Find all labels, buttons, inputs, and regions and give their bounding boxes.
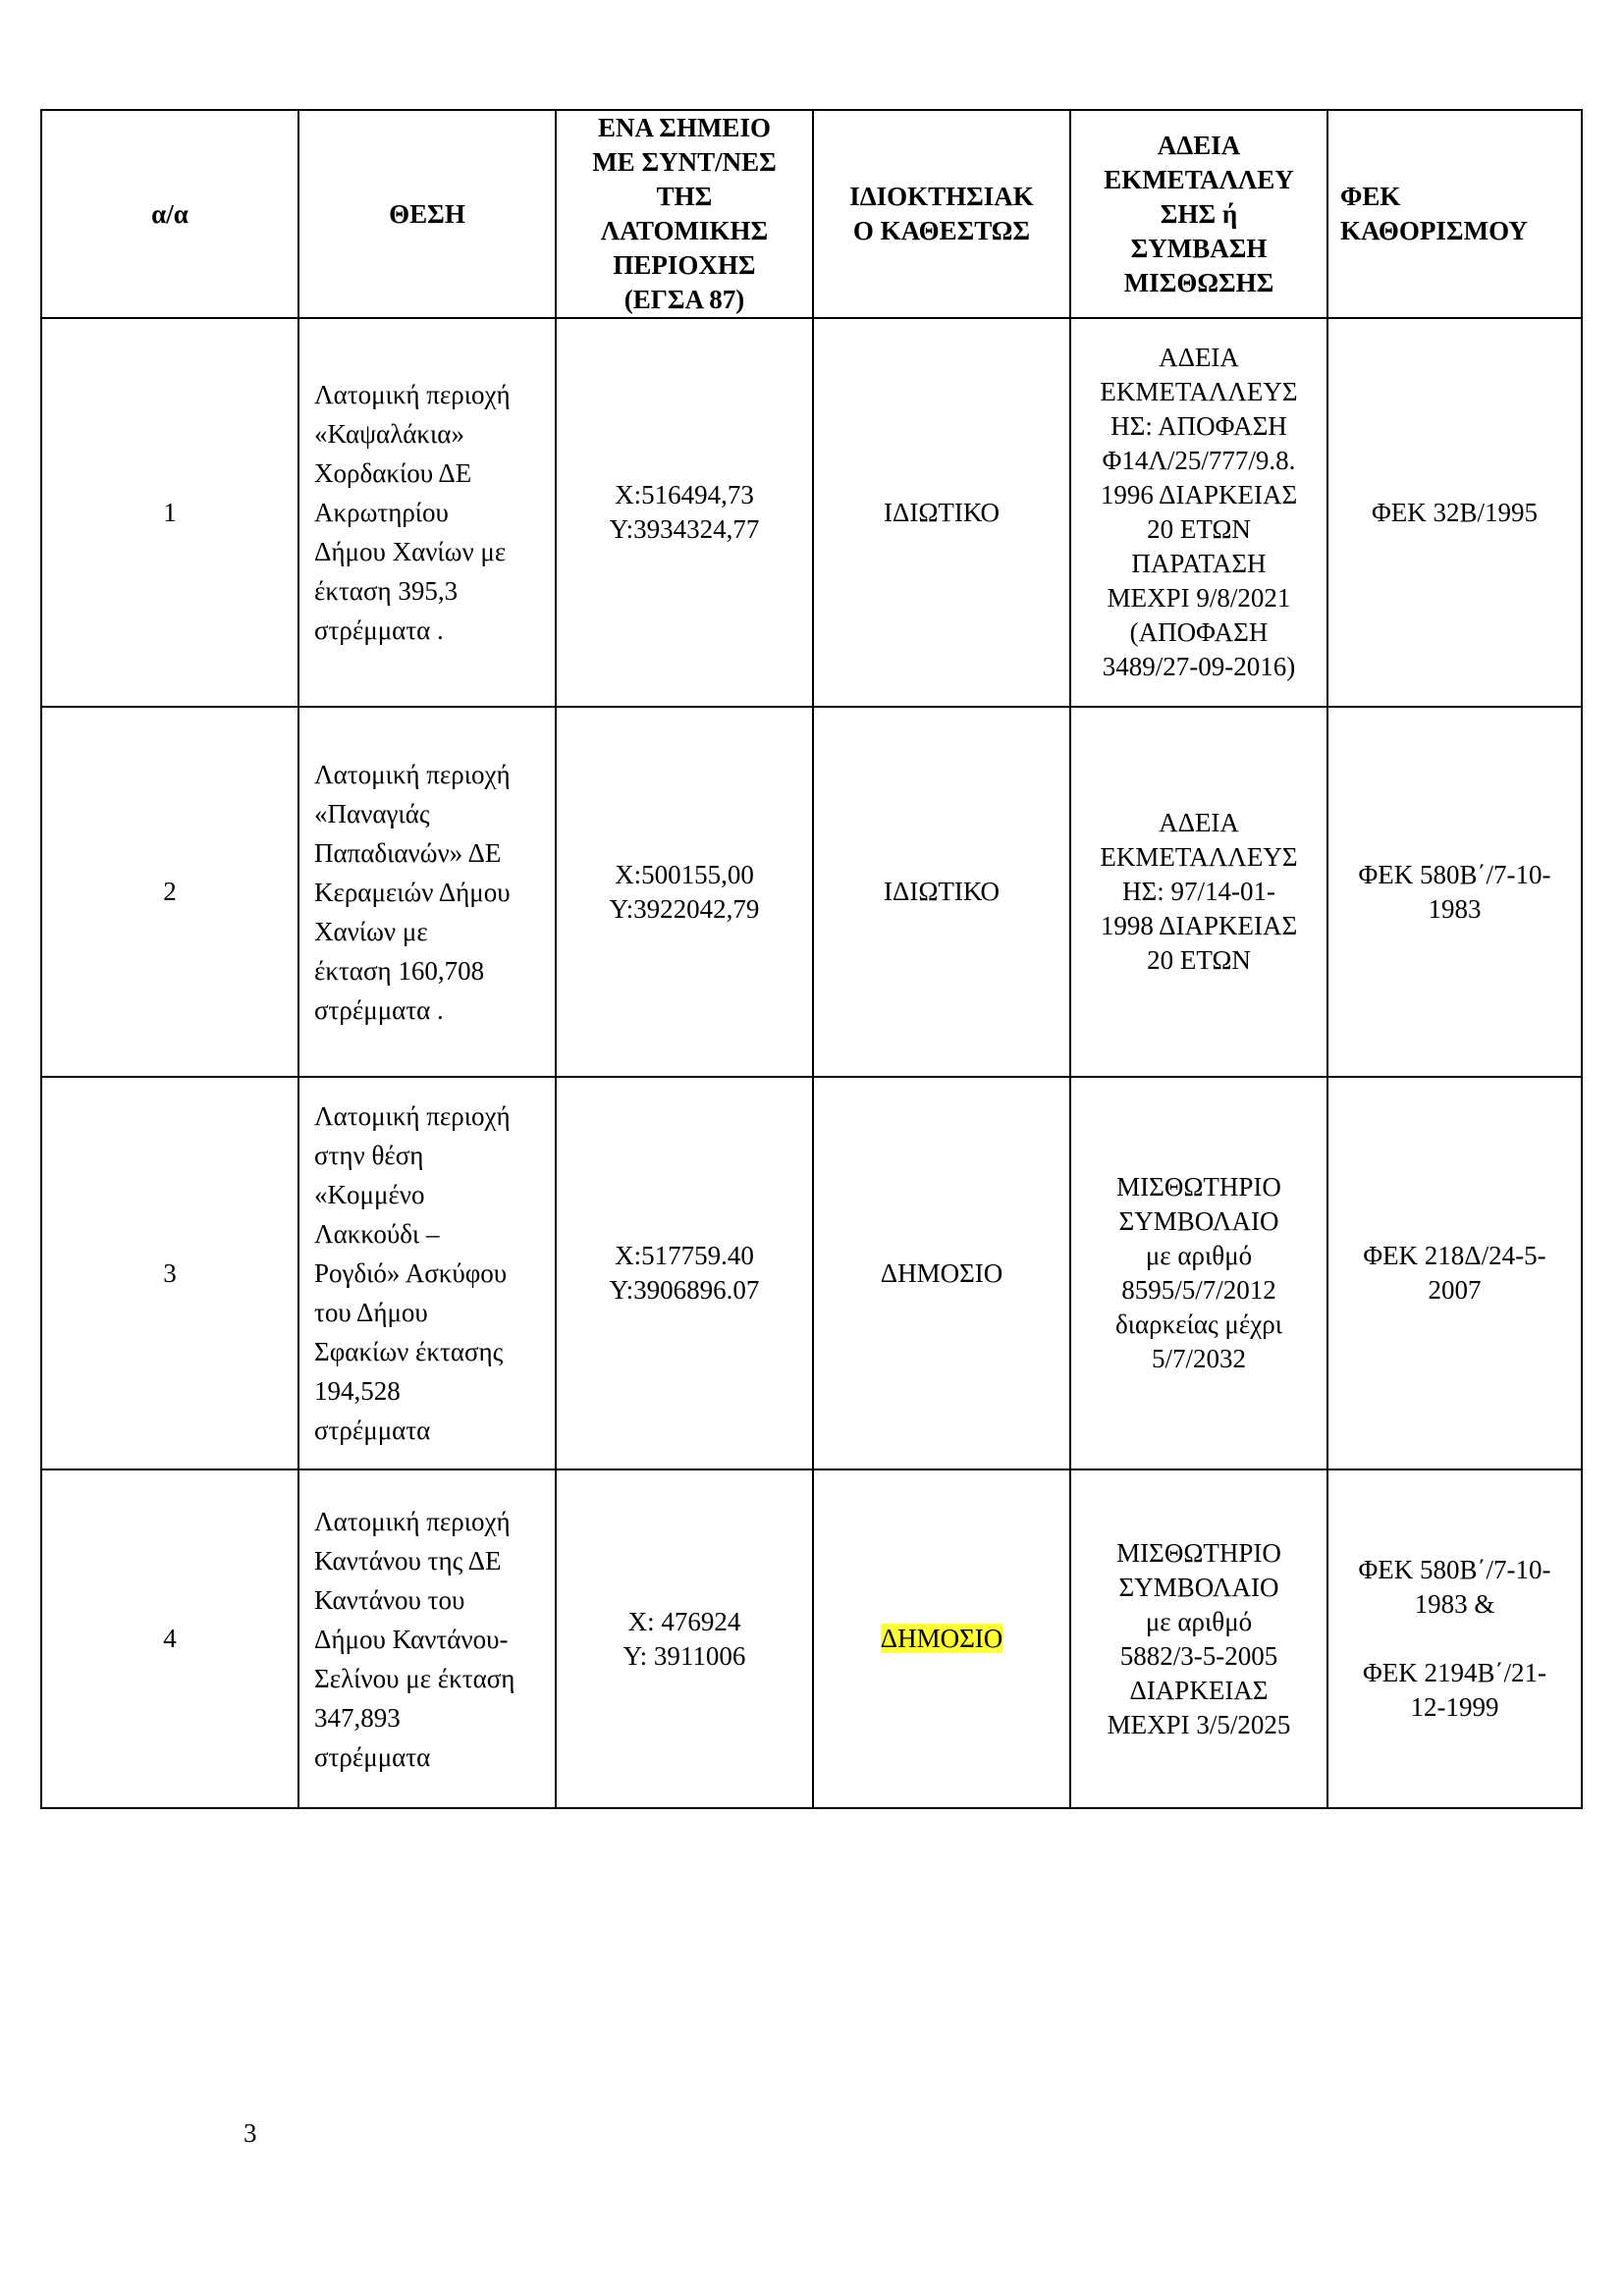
ownership-value: ΙΔΙΩΤΙΚΟ xyxy=(883,877,1001,906)
license-line: ΜΙΣΘΩΤΗΡΙΟ xyxy=(1116,1172,1281,1201)
cell-fek xyxy=(1327,318,1582,707)
license-line: 20 ΕΤΩΝ xyxy=(1147,945,1251,975)
location-line: «Παναγιάς xyxy=(314,798,430,828)
fek-line: ΦΕΚ 32Β/1995 xyxy=(1372,497,1538,527)
coordinate-y: Y:3922042,79 xyxy=(609,893,760,924)
location-line: στρέμματα xyxy=(314,1741,431,1772)
license-line: Φ14Λ/25/777/9.8. xyxy=(1102,446,1296,475)
license-line: ΜΕΧΡΙ 9/8/2021 xyxy=(1107,583,1291,613)
cell-ownership xyxy=(813,318,1070,707)
location-line: στρέμματα . xyxy=(314,615,444,645)
cell-serial-number: 1 xyxy=(41,318,298,707)
location-line: στρέμματα . xyxy=(314,994,444,1025)
location-line: έκταση 160,708 xyxy=(314,955,485,986)
cell-license xyxy=(1070,1077,1327,1469)
cell-fek xyxy=(1327,707,1582,1077)
table-row xyxy=(41,318,1582,707)
header-coordinates-line: ΛΑΤΟΜΙΚΗΣ xyxy=(600,216,769,245)
license-line: ΣΥΜΒΟΛΑΙΟ xyxy=(1118,1572,1279,1602)
fek-line: 1983 & xyxy=(1414,1589,1495,1619)
license-line: ΗΣ: 97/14-01- xyxy=(1122,877,1275,906)
header-coordinates-line: ΤΗΣ xyxy=(656,182,713,211)
location-line: Ακρωτηρίου xyxy=(314,498,449,527)
license-line: ΜΙΣΘΩΤΗΡΙΟ xyxy=(1116,1537,1281,1568)
table-row xyxy=(41,1077,1582,1469)
header-license-line: ΣΥΜΒΑΣΗ xyxy=(1130,233,1268,263)
location-line: έκταση 395,3 xyxy=(314,576,459,606)
location-line: «Κομμένο xyxy=(314,1180,425,1209)
location-line: Χορδακίου ΔΕ xyxy=(314,458,472,488)
header-coordinates-line: ΜΕ ΣΥΝΤ/ΝΕΣ xyxy=(592,147,777,177)
cell-coordinates xyxy=(556,707,813,1077)
location-line: Κεραμειών Δήμου xyxy=(314,877,511,907)
license-line: 1996 ΔΙΑΡΚΕΙΑΣ xyxy=(1100,480,1298,509)
location-line: Δήμου Χανίων με xyxy=(314,537,507,566)
cell-coordinates xyxy=(556,318,813,707)
cell-coordinates xyxy=(556,1469,813,1808)
fek-line: ΦΕΚ 218Δ/24-5- xyxy=(1363,1241,1546,1270)
header-coordinates-line: ΕΝΑ ΣΗΜΕΙΟ xyxy=(598,113,771,142)
fek-spacer xyxy=(1340,1622,1569,1656)
header-license-line: ΕΚΜΕΤΑΛΛΕΥ xyxy=(1104,164,1294,194)
header-license xyxy=(1070,110,1327,318)
location-line: στρέμματα xyxy=(314,1415,431,1445)
location-line: 194,528 xyxy=(314,1376,401,1406)
license-line: ΕΚΜΕΤΑΛΛΕΥΣ xyxy=(1100,842,1298,872)
cell-fek xyxy=(1327,1077,1582,1469)
location-line: Ρογδιό» Ασκύφου xyxy=(314,1258,508,1288)
cell-serial-number: 4 xyxy=(41,1469,298,1808)
coordinate-x: X:517759.40 xyxy=(615,1241,754,1270)
table-row xyxy=(41,707,1582,1077)
cell-location xyxy=(298,1077,556,1469)
header-fek xyxy=(1327,110,1582,318)
quarry-areas-table xyxy=(40,109,1583,1809)
location-line: Χανίων με xyxy=(314,916,428,946)
fek-line: ΦΕΚ 580Β΄/7-10- xyxy=(1358,1555,1551,1584)
location-line: Σελίνου με έκταση xyxy=(314,1663,515,1693)
license-line: με αριθμό xyxy=(1145,1241,1253,1270)
license-line: 5/7/2032 xyxy=(1151,1344,1246,1373)
license-line: ΣΥΜΒΟΛΑΙΟ xyxy=(1118,1206,1279,1236)
location-line: Καντάνου της ΔΕ xyxy=(314,1545,502,1575)
license-line: 20 ΕΤΩΝ xyxy=(1147,514,1251,544)
location-line: του Δήμου xyxy=(314,1298,428,1327)
location-line: «Καψαλάκια» xyxy=(314,419,464,449)
location-line: Λακκούδι – xyxy=(314,1219,440,1249)
location-line: Λατομική περιοχή xyxy=(314,380,511,409)
fek-line: 2007 xyxy=(1428,1275,1482,1305)
cell-location xyxy=(298,1469,556,1808)
location-line: Λατομική περιοχή xyxy=(314,1101,511,1131)
license-line: 3489/27-09-2016) xyxy=(1102,652,1296,681)
header-serial-number: α/α xyxy=(41,110,298,318)
location-line: Παπαδιανών» ΔΕ xyxy=(314,837,502,868)
cell-license xyxy=(1070,707,1327,1077)
cell-serial-number: 2 xyxy=(41,707,298,1077)
header-license-line: ΜΙΣΘΩΣΗΣ xyxy=(1123,267,1274,297)
license-line: διαρκείας μέχρι xyxy=(1115,1309,1282,1339)
fek-line: 12-1999 xyxy=(1410,1692,1499,1722)
license-line: 8595/5/7/2012 xyxy=(1121,1275,1276,1305)
location-line: στην θέση xyxy=(314,1141,424,1170)
coordinate-x: X:516494,73 xyxy=(615,480,754,509)
coordinate-y: Y: 3911006 xyxy=(623,1640,746,1671)
location-line: Λατομική περιοχή xyxy=(314,759,511,789)
license-line: (ΑΠΟΦΑΣΗ xyxy=(1129,617,1269,647)
header-coordinates xyxy=(556,110,813,318)
header-location: ΘΕΣΗ xyxy=(298,110,556,318)
coordinate-y: Y:3934324,77 xyxy=(609,514,760,544)
cell-location xyxy=(298,318,556,707)
license-line: ΜΕΧΡΙ 3/5/2025 xyxy=(1107,1709,1291,1739)
cell-ownership xyxy=(813,1077,1070,1469)
table-row xyxy=(41,1469,1582,1808)
license-line: ΔΙΑΡΚΕΙΑΣ xyxy=(1129,1675,1269,1705)
ownership-value: ΙΔΙΩΤΙΚΟ xyxy=(883,497,1001,527)
cell-license xyxy=(1070,1469,1327,1808)
table-header-row xyxy=(41,110,1582,318)
license-line: ΠΑΡΑΤΑΣΗ xyxy=(1131,549,1267,578)
license-line: ΗΣ: ΑΠΟΦΑΣΗ xyxy=(1110,411,1287,441)
cell-coordinates xyxy=(556,1077,813,1469)
header-coordinates-line: (ΕΓΣΑ 87) xyxy=(623,285,745,314)
license-line: ΑΔΕΙΑ xyxy=(1159,343,1239,372)
cell-fek xyxy=(1327,1469,1582,1808)
coordinate-x: X:500155,00 xyxy=(615,859,754,889)
license-line: ΕΚΜΕΤΑΛΛΕΥΣ xyxy=(1100,377,1298,406)
license-line: 5882/3-5-2005 xyxy=(1119,1640,1278,1671)
cell-ownership xyxy=(813,1469,1070,1808)
coordinate-y: Y:3906896.07 xyxy=(609,1275,760,1305)
ownership-value-highlighted: ΔΗΜΟΣΙΟ xyxy=(880,1624,1003,1653)
location-line: Σφακίων έκτασης xyxy=(314,1337,504,1366)
header-ownership xyxy=(813,110,1070,318)
header-ownership-line: Ο ΚΑΘΕΣΤΩΣ xyxy=(852,216,1031,245)
fek-line: ΦΕΚ 580Β΄/7-10- xyxy=(1358,859,1551,889)
fek-line: 1983 xyxy=(1428,893,1482,924)
license-line: με αριθμό xyxy=(1145,1606,1253,1636)
location-line: 347,893 xyxy=(314,1702,401,1733)
cell-license xyxy=(1070,318,1327,707)
ownership-value: ΔΗΜΟΣΙΟ xyxy=(880,1257,1003,1288)
page-number: 3 xyxy=(244,2118,257,2148)
header-license-line: ΣΗΣ ή xyxy=(1160,198,1238,229)
header-license-line: ΑΔΕΙΑ xyxy=(1157,130,1241,160)
license-line: 1998 ΔΙΑΡΚΕΙΑΣ xyxy=(1100,911,1298,940)
cell-serial-number: 3 xyxy=(41,1077,298,1469)
fek-line: ΦΕΚ 2194Β΄/21- xyxy=(1363,1658,1546,1687)
location-line: Δήμου Καντάνου- xyxy=(314,1624,509,1654)
header-fek-line: ΚΑΘΟΡΙΣΜΟΥ xyxy=(1340,216,1528,245)
header-ownership-line: ΙΔΙΟΚΤΗΣΙΑΚ xyxy=(849,182,1034,211)
header-coordinates-line: ΠΕΡΙΟΧΗΣ xyxy=(613,250,756,280)
location-line: Καντάνου του xyxy=(314,1584,465,1615)
license-line: ΑΔΕΙΑ xyxy=(1159,808,1239,837)
location-line: Λατομική περιοχή xyxy=(314,1506,511,1536)
coordinate-x: X: 476924 xyxy=(627,1606,741,1636)
cell-ownership xyxy=(813,707,1070,1077)
cell-location xyxy=(298,707,556,1077)
header-fek-line: ΦΕΚ xyxy=(1340,182,1401,211)
